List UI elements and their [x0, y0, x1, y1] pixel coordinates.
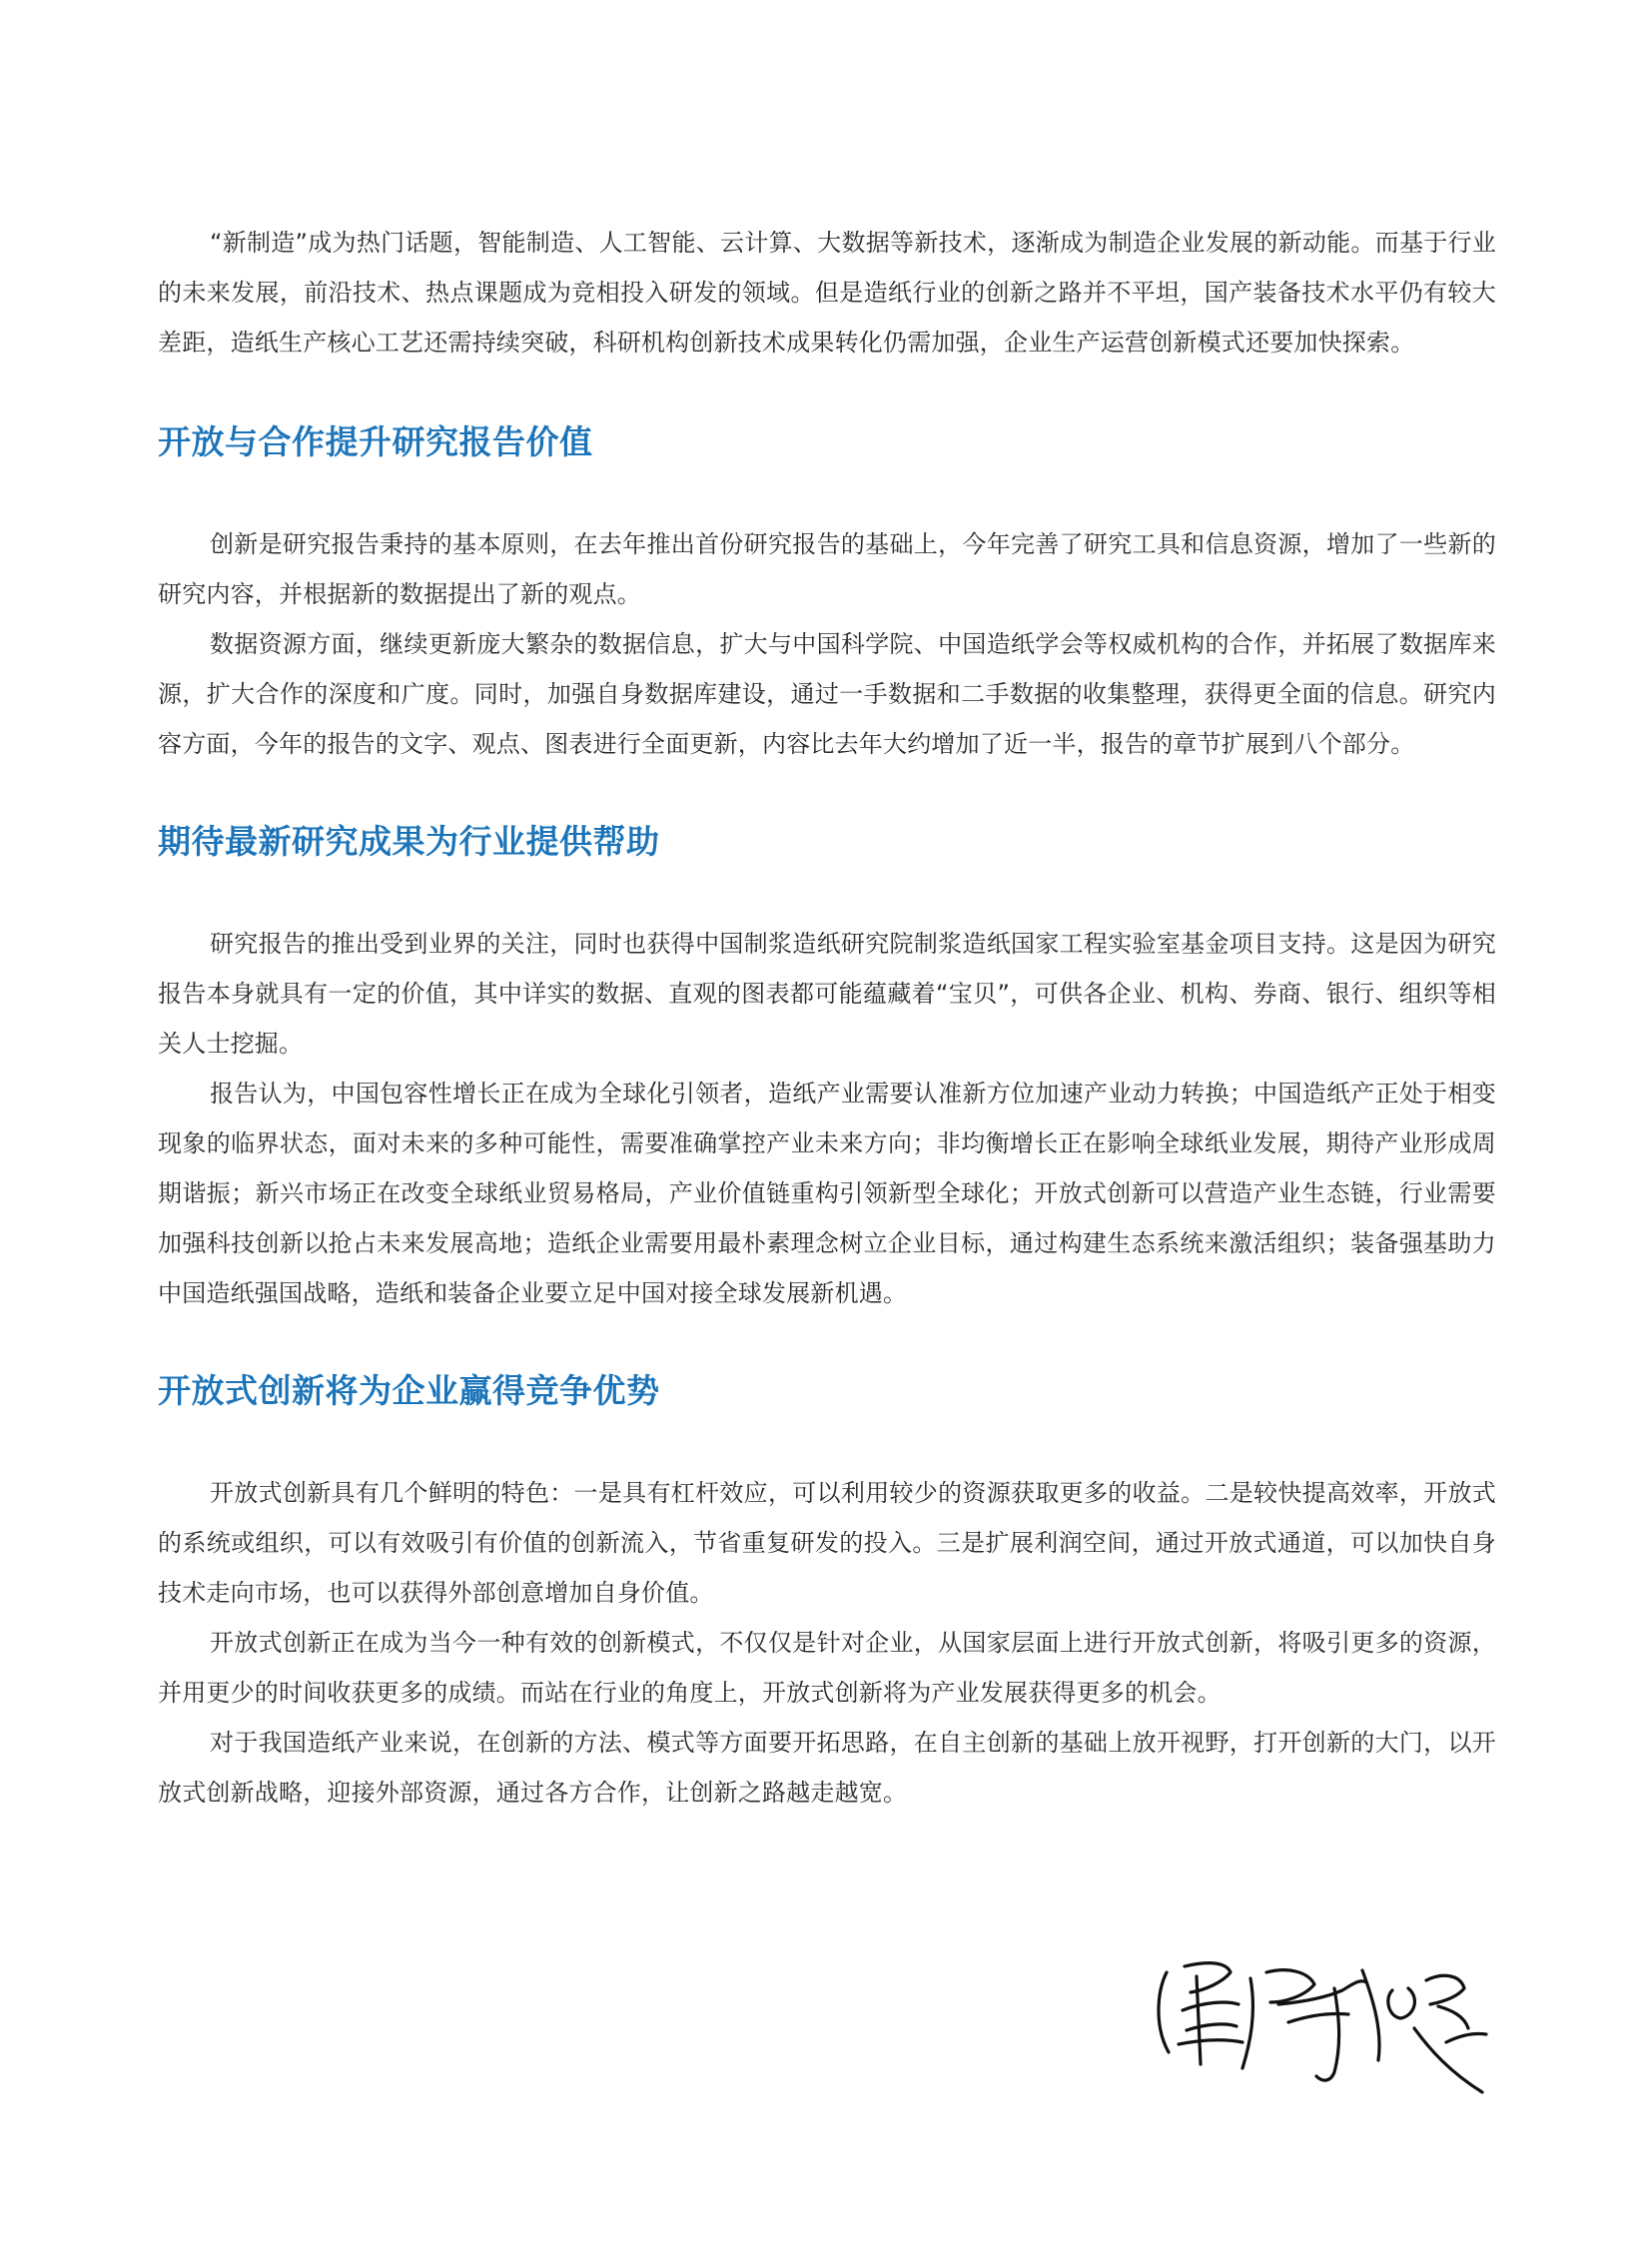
- section-paragraph: 对于我国造纸产业来说，在创新的方法、模式等方面要开拓思路，在自主创新的基础上放开视野，打开创新的大门，以开放式创新战略，迎接外部资源，通过各方合作，让创新之路越走越宽。: [158, 1729, 1496, 1807]
- section-paragraph: 数据资源方面，继续更新庞大繁杂的数据信息，扩大与中国科学院、中国造纸学会等权威机构的合作，并拓展了数据库来源，扩大合作的深度和广度。同时，加强自身数据库建设，通过一手数据和二手数据的收集整理，获得更全面的信息。研究内容方面，今年的报告的文字、观点、图表进行全面更新，内容比去年大约增加了近一半，报告的章节扩展到八个部分。: [158, 630, 1496, 758]
- section-paragraph: 报告认为，中国包容性增长正在成为全球化引领者，造纸产业需要认准新方位加速产业动力转换；中国造纸产正处于相变现象的临界状态，面对未来的多种可能性，需要准确掌控产业未来方向；非均衡增长正在影响全球纸业发展，期待产业形成周期谐振；新兴市场正在改变全球纸业贸易格局，产业价值链重构引领新型全球化；开放式创新可以营造产业生态链，行业需要加强科技创新以抢占未来发展高地；造纸企业需要用最朴素理念树立企业目标，通过构建生态系统来激活组织；装备强基助力中国造纸强国战略，造纸和装备企业要立足中国对接全球发展新机遇。: [158, 1080, 1496, 1307]
- intro-paragraph: “新制造”成为热门话题，智能制造、人工智能、云计算、大数据等新技术，逐渐成为制造企业发展的新动能。而基于行业的未来发展，前沿技术、热点课题成为竞相投入研发的领域。但是造纸行业的创新之路并不平坦，国产装备技术水平仍有较大差距，造纸生产核心工艺还需持续突破，科研机构创新技术成果转化仍需加强，企业生产运营创新模式还要加快探索。: [158, 229, 1496, 357]
- section-paragraph: 开放式创新具有几个鲜明的特色：一是具有杠杆效应，可以利用较少的资源获取更多的收益。二是较快提高效率，开放式的系统或组织，可以有效吸引有价值的创新流入，节省重复研发的投入。三是扩展利润空间，通过开放式通道，可以加快自身技术走向市场，也可以获得外部创意增加自身价值。: [158, 1479, 1496, 1607]
- section-paragraph: 开放式创新正在成为当今一种有效的创新模式，不仅仅是针对企业，从国家层面上进行开放式创新，将吸引更多的资源，并用更少的时间收获更多的成绩。而站在行业的角度上，开放式创新将为产业发展获得更多的机会。: [158, 1629, 1496, 1707]
- section-heading-research-results: 期待最新研究成果为行业提供帮助: [158, 822, 660, 861]
- handwritten-signature: [1139, 1932, 1508, 2102]
- section-paragraph: 研究报告的推出受到业界的关注，同时也获得中国制浆造纸研究院制浆造纸国家工程实验室基金项目支持。这是因为研究报告本身就具有一定的价值，其中详实的数据、直观的图表都可能蕴藏着“宝贝”，可供各企业、机构、券商、银行、组织等相关人士挖掘。: [158, 930, 1496, 1058]
- section-paragraph: 创新是研究报告秉持的基本原则，在去年推出首份研究报告的基础上，今年完善了研究工具和信息资源，增加了一些新的研究内容，并根据新的数据提出了新的观点。: [158, 530, 1496, 608]
- section-heading-open-innovation: 开放式创新将为企业赢得竞争优势: [158, 1371, 660, 1410]
- section-heading-cooperation: 开放与合作提升研究报告价值: [158, 422, 593, 461]
- document-body: [158, 218, 1496, 1818]
